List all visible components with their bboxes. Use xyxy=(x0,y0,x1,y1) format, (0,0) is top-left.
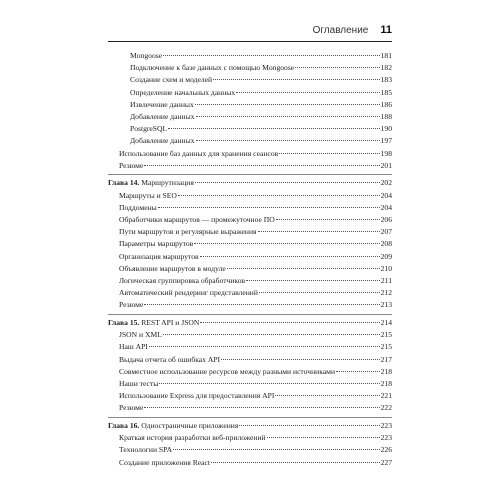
toc-entry xyxy=(108,135,392,147)
page-ref: 207 xyxy=(380,227,392,237)
page-ref: 186 xyxy=(380,99,392,109)
page-ref: 181 xyxy=(380,51,392,60)
page-ref: 218 xyxy=(380,378,392,388)
page-ref: 212 xyxy=(380,288,392,298)
dot-leader xyxy=(239,425,379,426)
entry-title: Поддомены xyxy=(119,202,157,212)
dot-leader xyxy=(149,346,380,347)
entry-title: Маршруты и SEO xyxy=(119,190,177,200)
entry-title: PostgreSQL xyxy=(130,124,168,134)
toc-entry xyxy=(108,62,392,74)
toc-entry xyxy=(108,457,392,469)
page-ref: 197 xyxy=(380,136,392,146)
page-ref: 204 xyxy=(380,190,392,200)
dot-leader xyxy=(196,116,380,117)
toc-entry xyxy=(108,329,392,341)
page-ref: 218 xyxy=(380,366,392,376)
page-ref: 202 xyxy=(380,178,392,188)
section-divider xyxy=(108,174,392,175)
toc-entry xyxy=(108,202,392,214)
table-of-contents xyxy=(108,50,392,469)
dot-leader xyxy=(276,219,380,220)
toc-entry xyxy=(108,123,392,135)
chapter-label xyxy=(108,177,194,189)
toc-entry xyxy=(108,226,392,238)
running-header-title: Оглавление xyxy=(312,25,369,36)
toc-entry xyxy=(108,299,392,311)
entry-title: Извлечение данных xyxy=(130,99,194,109)
dot-leader xyxy=(194,243,379,244)
chapter-row xyxy=(108,317,392,329)
toc-entry xyxy=(108,214,392,226)
entry-title: Добавление данных xyxy=(130,111,195,121)
section-divider xyxy=(108,314,392,315)
toc-entry xyxy=(108,444,392,456)
dot-leader xyxy=(168,128,379,129)
entry-title: Создание схем и моделей xyxy=(130,75,213,85)
toc-entry xyxy=(108,50,392,62)
dot-leader xyxy=(236,92,379,93)
toc-entry xyxy=(108,251,392,263)
section-divider xyxy=(108,417,392,418)
dot-leader xyxy=(211,462,380,463)
toc-entry xyxy=(108,287,392,299)
dot-leader xyxy=(196,140,380,141)
entry-title: JSON и XML xyxy=(119,330,162,340)
chapter-number: Глава 14. xyxy=(108,178,140,188)
chapter-number: Глава 16. xyxy=(108,420,140,430)
dot-leader xyxy=(259,292,380,293)
page-ref: 211 xyxy=(380,275,392,285)
entry-title: Объявление маршрутов в модуле xyxy=(119,263,226,273)
page-ref: 222 xyxy=(380,403,392,413)
chapter-row xyxy=(108,177,392,189)
page-ref: 227 xyxy=(380,457,392,467)
entry-title: Резюме xyxy=(119,300,144,310)
dot-leader xyxy=(227,268,380,269)
dot-leader xyxy=(279,153,379,154)
entry-title: Логическая группировка обработчиков xyxy=(119,275,246,285)
chapter-title: REST API и JSON xyxy=(141,317,200,327)
entry-title: Наши тесты xyxy=(119,378,159,388)
page-ref: 217 xyxy=(380,354,392,364)
entry-title: Резюме xyxy=(119,160,144,170)
dot-leader xyxy=(336,371,380,372)
page-ref: 223 xyxy=(380,433,392,443)
dot-leader xyxy=(144,407,379,408)
entry-title: Краткая история разработки веб-приложений xyxy=(119,433,266,443)
toc-entry xyxy=(108,341,392,353)
page-ref: 210 xyxy=(380,263,392,273)
page-number: 11 xyxy=(380,24,392,36)
page-ref: 188 xyxy=(380,111,392,121)
dot-leader xyxy=(200,322,379,323)
dot-leader xyxy=(173,449,379,450)
running-header xyxy=(108,24,392,38)
chapter-number: Глава 15. xyxy=(108,317,140,327)
page-ref: 213 xyxy=(380,300,392,310)
entry-title: Mongoose xyxy=(130,51,163,60)
page-ref: 183 xyxy=(380,75,392,85)
toc-entry xyxy=(108,87,392,99)
toc-entry xyxy=(108,74,392,86)
toc-entry xyxy=(108,378,392,390)
dot-leader xyxy=(267,437,380,438)
dot-leader xyxy=(163,334,380,335)
chapter-label xyxy=(108,420,238,432)
entry-title: Создание приложения React xyxy=(119,457,210,467)
toc-entry xyxy=(108,354,392,366)
page-ref: 206 xyxy=(380,214,392,224)
toc-entry xyxy=(108,99,392,111)
dot-leader xyxy=(200,256,380,257)
entry-title: Обработчики маршрутов — промежуточное ПО xyxy=(119,214,275,224)
dot-leader xyxy=(295,67,379,68)
entry-title: Добавление данных xyxy=(130,136,195,146)
dot-leader xyxy=(144,304,379,305)
page-ref: 198 xyxy=(380,148,392,158)
toc-entry xyxy=(108,160,392,172)
entry-title: Подключение к базе данных с помощью Mongoose xyxy=(130,63,295,73)
toc-entry xyxy=(108,263,392,275)
entry-title: Выдача отчета об ошибках API xyxy=(119,354,221,364)
header-rule xyxy=(108,41,392,42)
dot-leader xyxy=(178,195,380,196)
page-ref: 221 xyxy=(380,391,392,401)
page-ref: 208 xyxy=(380,239,392,249)
dot-leader xyxy=(246,280,380,281)
page-ref: 215 xyxy=(380,342,392,352)
page-ref: 209 xyxy=(380,251,392,261)
chapter-label xyxy=(108,317,199,329)
chapter-title: Одностраничные приложения xyxy=(141,420,239,430)
entry-title: Пути маршрутов и регулярные выражения xyxy=(119,227,257,237)
page-ref: 204 xyxy=(380,202,392,212)
toc-entry xyxy=(108,402,392,414)
toc-entry xyxy=(108,390,392,402)
dot-leader xyxy=(158,207,380,208)
page-ref: 226 xyxy=(380,445,392,455)
entry-title: Определение начальных данных xyxy=(130,87,236,97)
toc-entry xyxy=(108,111,392,123)
dot-leader xyxy=(159,383,379,384)
toc-entry xyxy=(108,190,392,202)
toc-entry xyxy=(108,366,392,378)
page-ref: 185 xyxy=(380,87,392,97)
entry-title: Использование Express для предоставления API xyxy=(119,391,275,401)
entry-title: Автоматический рендеринг представлений xyxy=(119,288,258,298)
page-ref: 215 xyxy=(380,330,392,340)
dot-leader xyxy=(163,55,380,56)
entry-title: Наш API xyxy=(119,342,148,352)
page-ref: 190 xyxy=(380,124,392,134)
chapter-row xyxy=(108,420,392,432)
toc-entry xyxy=(108,238,392,250)
page-ref: 223 xyxy=(380,420,392,430)
toc-entry xyxy=(108,148,392,160)
entry-title: Использование баз данных для хранения сеансов xyxy=(119,148,279,158)
dot-leader xyxy=(213,79,379,80)
chapter-title: Маршрутизация xyxy=(141,178,194,188)
toc-entry xyxy=(108,432,392,444)
page-ref: 214 xyxy=(380,317,392,327)
entry-title: Совместное использование ресурсов между разными источниками xyxy=(119,366,336,376)
entry-title: Организация маршрутов xyxy=(119,251,199,261)
entry-title: Технологии SPA xyxy=(119,445,173,455)
dot-leader xyxy=(221,359,380,360)
dot-leader xyxy=(195,104,380,105)
toc-entry xyxy=(108,275,392,287)
dot-leader xyxy=(195,182,380,183)
dot-leader xyxy=(258,231,380,232)
dot-leader xyxy=(275,395,379,396)
dot-leader xyxy=(144,165,379,166)
page-ref: 182 xyxy=(380,63,392,73)
entry-title: Параметры маршрутов xyxy=(119,239,194,249)
page-ref: 201 xyxy=(380,160,392,170)
entry-title: Резюме xyxy=(119,403,144,413)
